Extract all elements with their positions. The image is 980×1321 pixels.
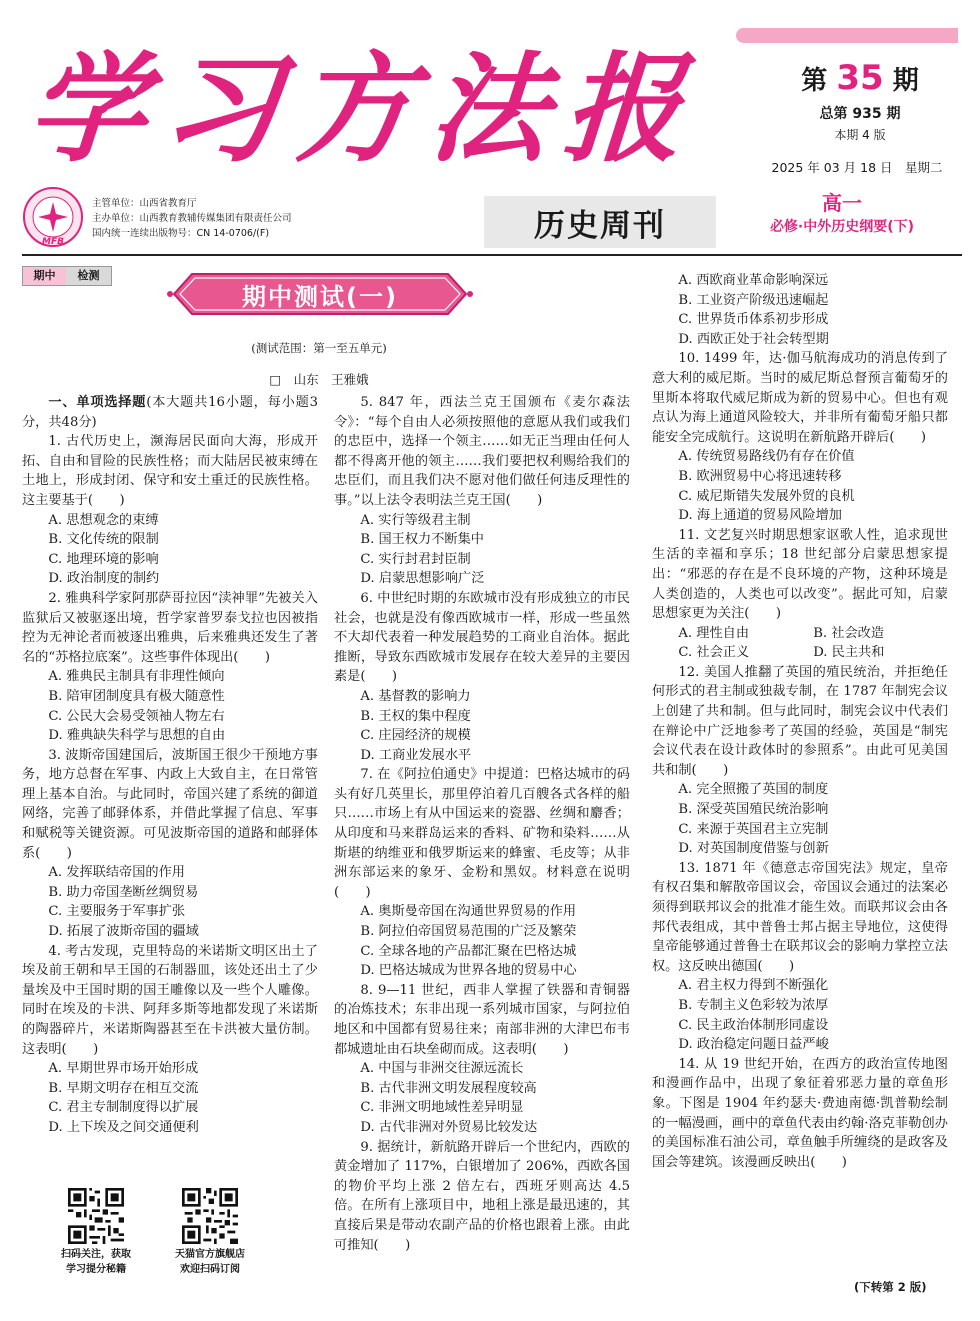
question-3: 3. 波斯帝国建国后，波斯国王很少干预地方事务，地方总督在军事、内政上大致自主，在日常管理上基本自治。与此同时，帝国兴建了系统的御道网络，完善了邮驿体系，并借此掌握了信息、军事和赋税等关键资源。可见波斯帝国的道路和邮驿体系( ) xyxy=(22,747,318,861)
option-3d: D. 拓展了波斯帝国的疆域 xyxy=(48,924,199,940)
heading-note: (本大题共16小题，每小题3分，共48分) xyxy=(22,395,318,430)
option-1c: C. 地理环境的影响 xyxy=(48,551,159,567)
edition-count: 本期 4 版 xyxy=(834,128,886,142)
question-6: 6. 中世纪时期的东欧城市没有形成独立的市民社会，也就是没有像西欧城市一样，形成一些虽然不大却代表着一种发展趋势的工商业自治体。据此推断，导致东西欧城市发展存在较大差异的主要因素是( ) xyxy=(334,590,630,685)
option-5c: C. 实行封君封臣制 xyxy=(360,551,471,567)
issue-number: 35 xyxy=(836,58,884,98)
issue-info xyxy=(760,58,960,143)
svg-text:MFB: MFB xyxy=(42,237,64,247)
tag-test: 检测 xyxy=(66,267,111,285)
option-13d: D. 政治稳定问题日益严峻 xyxy=(678,1037,829,1053)
qr-caption-left-2: 学习提分秘籍 xyxy=(66,1264,126,1275)
test-scope: (测试范围：第一至五单元) xyxy=(251,341,387,355)
total-issue: 总第 935 期 xyxy=(819,106,901,122)
option-8b: B. 古代非洲文明发展程度较高 xyxy=(360,1080,537,1096)
issue-number-line xyxy=(760,58,960,101)
section-title: 历史周刊 xyxy=(484,196,716,248)
option-8c: C. 非洲文明地域性差异明显 xyxy=(360,1100,524,1116)
option-5a: A. 实行等级君主制 xyxy=(360,512,471,528)
section-tag xyxy=(22,266,112,286)
option-12d: D. 对英国制度借鉴与创新 xyxy=(678,841,829,857)
option-10a: A. 传统贸易路线仍有存在价值 xyxy=(678,449,855,465)
publish-date: 2025 年 03 月 18 日 星期二 xyxy=(771,160,943,175)
question-4: 4. 考古发现，克里特岛的米诺斯文明区出土了埃及前王朝和早王国的石制器皿，该处还出土了少量埃及中王国时期的国王雕像以及一些个人雕像。同时在埃及的卡洪、阿拜多斯等地都发现了米诺斯的陶器碎片，米诺斯陶器甚至在卡洪被大量仿制。这表明( ) xyxy=(22,943,318,1057)
options-11-row1 xyxy=(652,624,948,644)
option-4d: D. 上下埃及之间交通便利 xyxy=(48,1119,199,1135)
option-1a: A. 思想观念的束缚 xyxy=(48,512,159,528)
qr-caption-left xyxy=(54,1247,138,1277)
question-13: 13. 1871 年《德意志帝国宪法》规定，皇帝有权召集和解散帝国议会，帝国议会通过的法案必须得到联邦议会的批准才能生效。而联邦议会由各邦代表组成，其中普鲁士邦占据主导地位，这使得皇帝能够通过普鲁士在联邦议会的影响力掌控立法权。这反映出德国( ) xyxy=(652,860,948,974)
option-12b: B. 深受英国殖民统治影响 xyxy=(678,802,829,818)
continued-note: (下转第 2 版) xyxy=(854,1280,927,1294)
option-1d: D. 政治制度的制约 xyxy=(48,571,160,587)
options-11-row2 xyxy=(652,643,948,663)
option-11b: B. 社会改造 xyxy=(813,625,885,641)
option-5b: B. 国王权力不断集中 xyxy=(360,532,484,548)
column-1 xyxy=(22,393,318,1138)
option-4a: A. 早期世界市场开始形成 xyxy=(48,1061,199,1077)
option-8d: D. 古代非洲对外贸易比较发达 xyxy=(360,1119,538,1135)
column-2 xyxy=(334,393,630,1255)
option-11d: D. 民主共和 xyxy=(813,645,885,661)
option-2b: B. 陪审团制度具有极大随意性 xyxy=(48,688,225,704)
option-1b: B. 文化传统的限制 xyxy=(48,532,159,548)
option-7c: C. 全球各地的产品都汇聚在巴格达城 xyxy=(360,943,577,959)
newspaper-title: 学习方法报 xyxy=(23,40,703,178)
option-9a: A. 西欧商业革命影响深远 xyxy=(678,273,829,288)
question-9: 9. 据统计，新航路开辟后一个世纪内，西欧的黄金增加了 117%，白银增加了 206%，西欧各国的物价平均上涨 2 倍左右，西班牙则高达 4.5 倍。在所有上涨项目中，地租上涨是最迅速的，其直接后果是带动农副产品的价格也跟着上涨。由此可推知( ) xyxy=(334,1139,630,1253)
test-title: 期中测试(一) xyxy=(242,282,398,311)
newspaper-logo xyxy=(22,186,84,248)
option-6c: C. 庄园经济的规模 xyxy=(360,728,471,744)
header-divider xyxy=(22,254,962,256)
option-10d: D. 海上通道的贸易风险增加 xyxy=(678,508,842,524)
tag-midterm: 期中 xyxy=(23,267,66,285)
option-13a: A. 君主权力得到不断强化 xyxy=(678,978,829,994)
option-10c: C. 威尼斯错失发展外贸的良机 xyxy=(678,488,855,504)
qr-caption-right xyxy=(166,1247,254,1277)
option-9d: D. 西欧正处于社会转型期 xyxy=(678,331,829,347)
option-9b: B. 工业资产阶级迅速崛起 xyxy=(678,292,829,308)
qr-caption-right-2: 欢迎扫码订阅 xyxy=(180,1264,240,1275)
qr-code-wechat[interactable] xyxy=(68,1188,124,1244)
option-7a: A. 奥斯曼帝国在沟通世界贸易的作用 xyxy=(360,904,577,920)
option-9c: C. 世界货币体系初步形成 xyxy=(678,312,829,328)
option-7d: D. 巴格达城成为世界各地的贸易中心 xyxy=(360,963,577,979)
option-12a: A. 完全照搬了英国的制度 xyxy=(678,782,829,798)
option-5d: D. 启蒙思想影响广泛 xyxy=(360,571,485,587)
question-14: 14. 从 19 世纪开始，在西方的政治宣传地图和漫画作品中，出现了象征着邪恶力量的章鱼形象。下图是 1904 年约瑟夫·费迪南德·凯普勒绘制的一幅漫画，画中的章鱼代表由约翰·洛克菲勒创办的美国标准石油公司，章鱼触手所缠绕的是政客及国会等建筑。该漫画反映出( ) xyxy=(652,1056,948,1170)
question-1: 1. 古代历史上，濒海居民面向大海，形成开拓、自由和冒险的民族性格；而大陆居民被束缚在土地上，形成封闭、保守和安土重迁的民族性格。这主要基于( ) xyxy=(22,434,318,508)
option-6b: B. 王权的集中程度 xyxy=(360,708,471,724)
qr-caption-right-1: 天猫官方旗舰店 xyxy=(175,1249,245,1260)
option-6d: D. 工商业发展水平 xyxy=(360,747,472,763)
option-10b: B. 欧洲贸易中心将迅速转移 xyxy=(678,468,842,484)
grade-info xyxy=(722,190,962,238)
masthead-accent-bar xyxy=(736,28,958,43)
qr-code-store[interactable] xyxy=(182,1188,238,1244)
section-heading xyxy=(22,393,318,432)
grade-level: 高一 xyxy=(822,191,862,215)
issue-prefix: 第 xyxy=(801,66,828,96)
column-3 xyxy=(652,271,948,1172)
qr-caption-left-1: 扫码关注，获取 xyxy=(61,1249,131,1260)
option-8a: A. 中国与非洲交往源远流长 xyxy=(360,1061,524,1077)
option-2c: C. 公民大会易受领袖人物左右 xyxy=(48,708,225,724)
sponsor-info xyxy=(92,196,292,241)
question-10: 10. 1499 年，达·伽马航海成功的消息传到了意大利的威尼斯。当时的威尼斯总督预言葡萄牙的里斯本将取代威尼斯成为新的贸易中心。但也有观点认为海上通道风险较大，并非所有葡萄牙船只都能安全完成航行。这说明在新航路开辟后( ) xyxy=(652,351,948,445)
publication-number: 国内统一连续出版物号：CN 14-0706/(F) xyxy=(92,228,270,239)
option-11a: A. 理性自由 xyxy=(678,625,750,641)
option-13c: C. 民主政治体制形同虚设 xyxy=(678,1017,829,1033)
sponsor-organizer: 主办单位：山西教育教辅传媒集团有限责任公司 xyxy=(92,213,292,224)
option-3a: A. 发挥联结帝国的作用 xyxy=(48,865,185,881)
option-11c: C. 社会正义 xyxy=(678,645,750,661)
option-2a: A. 雅典民主制具有非理性倾向 xyxy=(48,669,225,685)
question-2: 2. 雅典科学家阿那萨哥拉因“渎神罪”先被关入监狱后又被驱逐出境，哲学家普罗泰戈拉也因被指控为无神论者而被逐出雅典，后来雅典还发生了著名的“苏格拉底案”。这些事件体现出( ) xyxy=(22,590,318,665)
option-3c: C. 主要服务于军事扩张 xyxy=(48,904,186,920)
question-11: 11. 文艺复兴时期思想家讴歌人性，追求现世生活的幸福和享乐；18 世纪部分启蒙思想家提出：“邪恶的存在是不良环境的产物，这种环境是人类创造的，人类也可以改变”。据此可知，启蒙思想家更为关注( ) xyxy=(652,527,948,622)
issue-suffix: 期 xyxy=(892,66,919,96)
question-8: 8. 9—11 世纪，西非人掌握了铁器和青铜器的冶炼技术；东非出现一系列城市国家，与阿拉伯地区和中国都有贸易往来；南部非洲的大津巴布韦都城遗址由石块垒砌而成。这表明( ) xyxy=(334,982,630,1057)
option-3b: B. 助力帝国垄断丝绸贸易 xyxy=(48,884,199,900)
question-7: 7. 在《阿拉伯通史》中提道：巴格达城市的码头有好几英里长，那里停泊着几百艘各式各样的船只……市场上有从中国运来的瓷器、丝绸和麝香；从印度和马来群岛运来的香料、矿物和染料……从斯堪的纳维亚和俄罗斯运来的蜂蜜、毛皮等；从非洲东部运来的象牙、金粉和黑奴。材料意在说明( ) xyxy=(334,767,630,900)
sponsor-supervisor: 主管单位：山西省教育厅 xyxy=(92,198,197,209)
option-7b: B. 阿拉伯帝国贸易范围的广泛及繁荣 xyxy=(360,924,577,940)
option-4b: B. 早期文明存在相互交流 xyxy=(48,1080,199,1096)
heading-bold: 一、单项选择题 xyxy=(48,395,147,410)
author-line: □ 山东 王雅娥 xyxy=(269,372,369,387)
option-6a: A. 基督教的影响力 xyxy=(360,688,471,704)
course-name: 必修·中外历史纲要(下) xyxy=(769,219,915,235)
option-12c: C. 来源于英国君主立宪制 xyxy=(678,821,829,837)
question-12: 12. 美国人推翻了英国的殖民统治，并拒绝任何形式的君主制或独裁专制，在 1787 年制宪会议上创建了共和制。但与此同时，制宪会议中代表们在辩论中广泛地参考了英国的经验，英国是“制宪会议代表在设计政体时的参照系”。由此可见美国共和制( ) xyxy=(652,664,948,778)
question-5: 5. 847 年，西法兰克王国颁布《麦尔森法令》：“每个自由人必须按照他的意愿从我们或我们的忠臣中，选择一个领主……如无正当理由任何人都不得离开他的领主……我们要把权利赐给我们的忠臣们，而且我们决不愿对他们做任何违反理性的事。”以上法令表明法兰克王国( ) xyxy=(334,395,630,508)
option-2d: D. 雅典缺失科学与思想的自由 xyxy=(48,728,226,744)
option-13b: B. 专制主义色彩较为浓厚 xyxy=(678,997,829,1013)
option-4c: C. 君主专制制度得以扩展 xyxy=(48,1100,199,1116)
